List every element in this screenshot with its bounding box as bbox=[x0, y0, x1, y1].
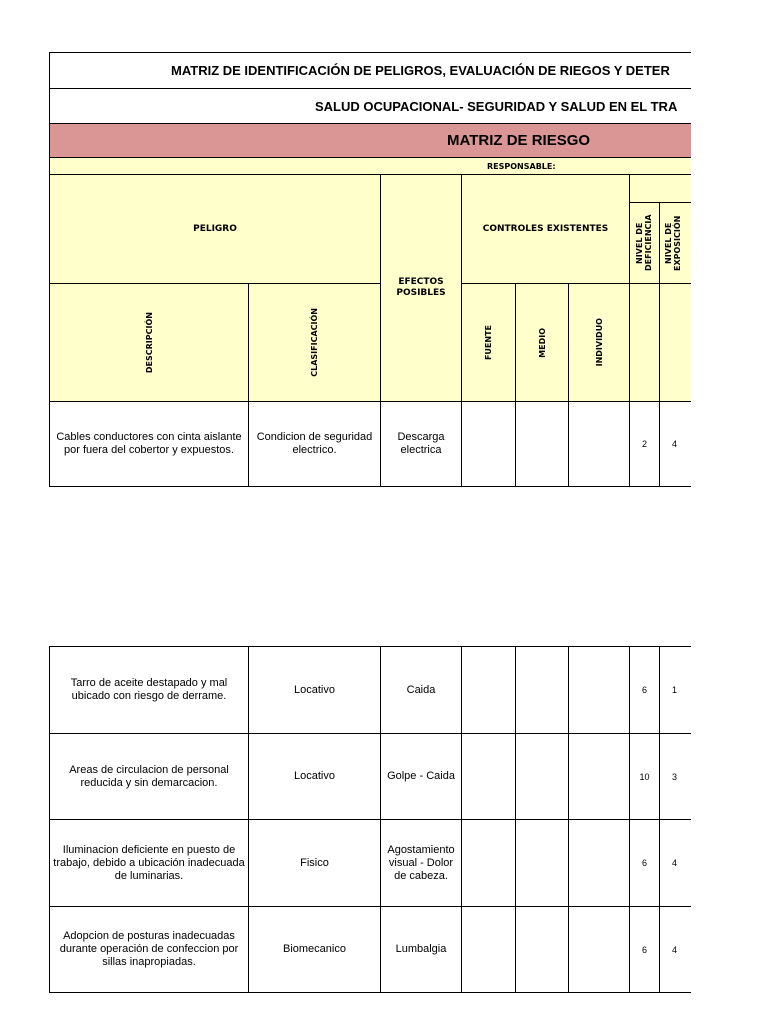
row1-clasificacion: Condicion de seguridad electrico. bbox=[248, 401, 381, 487]
row3-efectos: Golpe - Caida bbox=[380, 733, 462, 820]
row4-clasificacion: Fisico bbox=[248, 819, 381, 907]
row3-fuente bbox=[461, 733, 516, 820]
page-right-edge bbox=[691, 0, 768, 1024]
row5-ne: 4 bbox=[659, 906, 749, 993]
individuo-header: INDIVIDUO bbox=[568, 283, 630, 402]
fuente-header: FUENTE bbox=[461, 283, 516, 402]
responsable-row bbox=[49, 157, 749, 175]
row3-descripcion: Areas de circulacion de personal reducida y sin demarcacion. bbox=[49, 733, 249, 820]
medio-header: MEDIO bbox=[515, 283, 569, 402]
nivel-exposicion-header: NIVEL DE EXPOSICIÓN bbox=[659, 202, 749, 284]
matrix-title bbox=[49, 52, 749, 89]
controles-header: CONTROLES EXISTENTES bbox=[461, 174, 630, 284]
row2-clasificacion: Locativo bbox=[248, 646, 381, 734]
row4-fuente bbox=[461, 819, 516, 907]
descripcion-header: DESCRIPCIÓN bbox=[49, 283, 249, 402]
row2-individuo bbox=[568, 646, 630, 734]
banner-text: MATRIZ DE RIESGO bbox=[447, 132, 591, 149]
row2-efectos: Caida bbox=[380, 646, 462, 734]
nivel-deficiencia-subheader bbox=[629, 283, 660, 402]
row3-medio bbox=[515, 733, 569, 820]
risk-matrix-banner bbox=[49, 123, 749, 158]
row4-individuo bbox=[568, 819, 630, 907]
row5-clasificacion: Biomecanico bbox=[248, 906, 381, 993]
clasificacion-header: CLASIFICACIÓN bbox=[248, 283, 381, 402]
matrix-title-text: MATRIZ DE IDENTIFICACIÓN DE PELIGROS, EVALUACIÓN DE RIEGOS Y DETER bbox=[171, 63, 670, 78]
row5-descripcion: Adopcion de posturas inadecuadas durante operación de confeccion por sillas inapropiadas. bbox=[49, 906, 249, 993]
nivel-deficiencia-header: NIVEL DE DEFICIENCIA bbox=[629, 202, 660, 284]
efectos-header: EFECTOS POSIBLES bbox=[380, 174, 462, 402]
row4-nd: 6 bbox=[629, 819, 660, 907]
peligro-header: PELIGRO bbox=[49, 174, 381, 284]
row1-fuente bbox=[461, 401, 516, 487]
row2-nd: 6 bbox=[629, 646, 660, 734]
row5-individuo bbox=[568, 906, 630, 993]
row4-efectos: Agostamiento visual - Dolor de cabeza. bbox=[380, 819, 462, 907]
row3-individuo bbox=[568, 733, 630, 820]
row2-ne: 1 bbox=[659, 646, 749, 734]
row5-fuente bbox=[461, 906, 516, 993]
row1-efectos: Descarga electrica bbox=[380, 401, 462, 487]
row4-medio bbox=[515, 819, 569, 907]
subtitle-text: SALUD OCUPACIONAL- SEGURIDAD Y SALUD EN EL TRA bbox=[315, 98, 678, 114]
responsable-label: RESPONSABLE: bbox=[487, 161, 556, 171]
subtitle-row bbox=[49, 88, 749, 124]
row5-nd: 6 bbox=[629, 906, 660, 993]
row4-descripcion: Iluminacion deficiente en puesto de trabajo, debido a ubicación inadecuada de luminarias. bbox=[49, 819, 249, 907]
row5-efectos: Lumbalgia bbox=[380, 906, 462, 993]
row1-medio bbox=[515, 401, 569, 487]
row2-descripcion: Tarro de aceite destapado y mal ubicado con riesgo de derrame. bbox=[49, 646, 249, 734]
row4-ne: 4 bbox=[659, 819, 749, 907]
row1-ne: 4 bbox=[659, 401, 749, 487]
row3-clasificacion: Locativo bbox=[248, 733, 381, 820]
row1-individuo bbox=[568, 401, 630, 487]
row2-fuente bbox=[461, 646, 516, 734]
row2-medio bbox=[515, 646, 569, 734]
row1-nd: 2 bbox=[629, 401, 660, 487]
row3-ne: 3 bbox=[659, 733, 749, 820]
row1-descripcion: Cables conductores con cinta aislante por fuera del cobertor y expuestos. bbox=[49, 401, 249, 487]
row5-medio bbox=[515, 906, 569, 993]
row3-nd: 10 bbox=[629, 733, 660, 820]
